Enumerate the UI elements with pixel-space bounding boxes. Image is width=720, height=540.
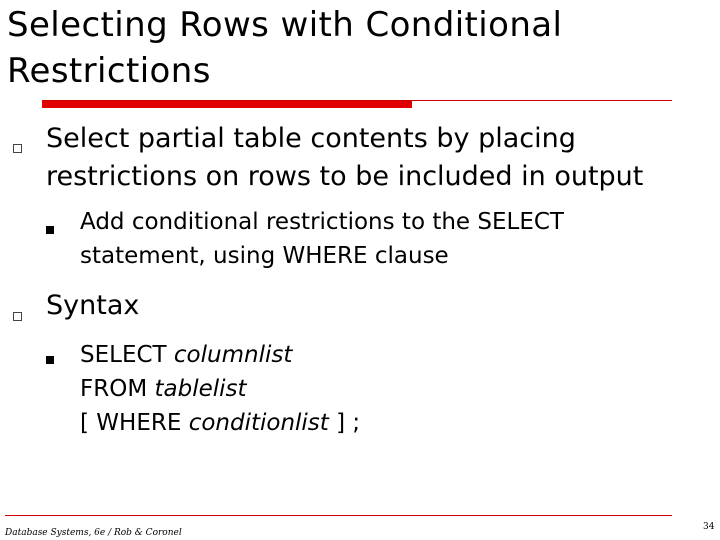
bullet-1-sub-line-2: statement, using WHERE clause	[80, 243, 449, 269]
hollow-square-bullet-icon	[13, 312, 22, 321]
syntax-where-line	[80, 406, 360, 440]
page-number: 34	[703, 522, 715, 532]
select-keyword: SELECT	[80, 342, 174, 368]
bullet-1-text	[46, 120, 643, 196]
bullet-1-line-2: restrictions on rows to be included in output	[46, 161, 644, 192]
hollow-square-bullet-icon	[13, 144, 22, 153]
footer-source: Database Systems, 6e / Rob & Coronel	[5, 528, 182, 538]
bullet-1-line-1: Select partial table contents by placing	[46, 123, 576, 154]
where-argument: conditionlist	[188, 410, 329, 436]
where-close: ] ;	[328, 410, 361, 436]
title-underline-thick	[42, 101, 412, 108]
bullet-1-sub-line-1: Add conditional restrictions to the SELECT	[80, 209, 564, 235]
footer-rule	[5, 515, 672, 516]
from-argument: tablelist	[154, 376, 247, 402]
syntax-from-line	[80, 372, 360, 406]
title-line-2: Restrictions	[7, 51, 211, 91]
bullet-2-text: Syntax	[46, 290, 140, 321]
syntax-block	[80, 338, 360, 440]
syntax-select-line	[80, 338, 360, 372]
select-argument: columnlist	[173, 342, 293, 368]
filled-square-bullet-icon	[46, 226, 54, 234]
where-keyword: [ WHERE	[80, 410, 189, 436]
filled-square-bullet-icon	[46, 356, 54, 364]
from-keyword: FROM	[80, 376, 155, 402]
slide-title	[7, 2, 707, 94]
title-line-1: Selecting Rows with Conditional	[7, 5, 563, 45]
bullet-1-sub-text	[80, 205, 564, 273]
